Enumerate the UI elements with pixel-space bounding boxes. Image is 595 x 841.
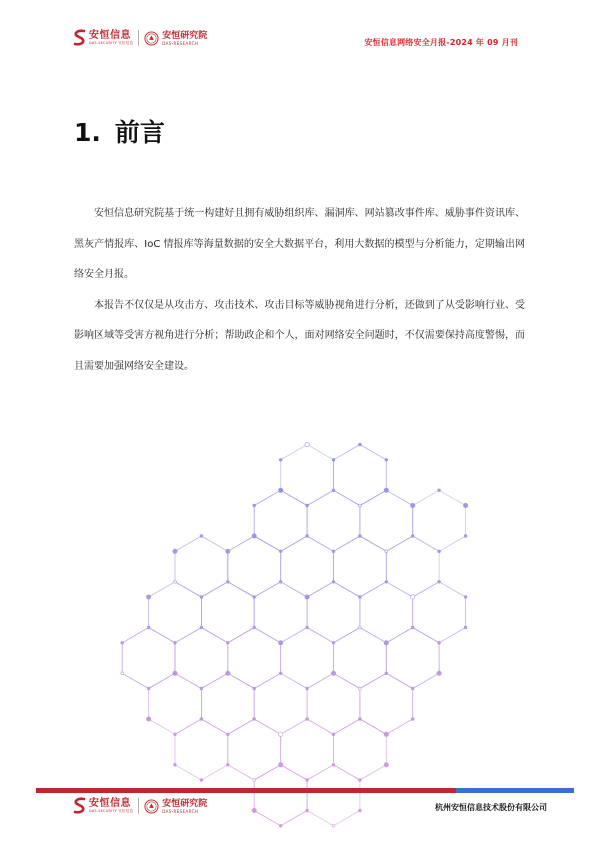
footer-das-research-logo bbox=[144, 799, 207, 814]
hexagon-node bbox=[359, 535, 362, 538]
research-seal-icon bbox=[144, 31, 159, 46]
hexagon-node bbox=[332, 733, 335, 736]
logo-primary-cn: 安恒信息 bbox=[89, 30, 131, 41]
section-heading bbox=[74, 113, 165, 149]
header-logo-group bbox=[73, 27, 207, 49]
footer-logo-primary-en: DAS-SECURITY 安恒信息 bbox=[89, 809, 134, 813]
hexagon-node bbox=[306, 718, 309, 721]
hexagon-node bbox=[332, 458, 335, 461]
hexagon-cell bbox=[386, 536, 439, 597]
hexagon-cell bbox=[413, 490, 466, 551]
hexagon-node bbox=[279, 824, 282, 827]
hexagon-cell bbox=[334, 719, 387, 780]
hexagon-node bbox=[121, 641, 124, 644]
hexagon-cell bbox=[307, 582, 360, 643]
hexagon-node bbox=[331, 671, 335, 675]
hexagon-cell bbox=[254, 582, 307, 643]
hexagon-node bbox=[411, 718, 414, 721]
hexagon-cell bbox=[334, 628, 387, 689]
body-text bbox=[74, 199, 525, 382]
hexagon-cell bbox=[201, 673, 254, 734]
logo-secondary-cn: 安恒研究院 bbox=[162, 30, 208, 41]
hexagon-node bbox=[173, 671, 177, 675]
hexagon-node bbox=[174, 733, 177, 736]
hexagon-node bbox=[359, 779, 362, 782]
hexagon-node bbox=[384, 641, 388, 645]
footer-company-name: 杭州安恒信息技术股份有限公司 bbox=[435, 803, 547, 812]
hexagon-node bbox=[384, 488, 388, 492]
hexagon-node bbox=[332, 641, 335, 644]
hexagon-node bbox=[437, 671, 441, 675]
hexagon-node bbox=[200, 535, 203, 538]
hexagon-node bbox=[411, 595, 415, 599]
hexagon-node bbox=[385, 550, 388, 553]
das-logo-mark-icon bbox=[73, 797, 87, 815]
hexagon-node bbox=[279, 732, 283, 736]
hexagon-node bbox=[463, 503, 467, 507]
hexagon-node bbox=[147, 687, 150, 690]
hexagon-node bbox=[384, 732, 388, 736]
hexagon-cell bbox=[228, 628, 281, 689]
logo-primary-en: DAS-SECURITY 安恒信息 bbox=[89, 41, 134, 45]
hexagon-node bbox=[200, 718, 203, 721]
das-security-logo bbox=[73, 29, 133, 47]
footer-logo-secondary-cn: 安恒研究院 bbox=[162, 798, 208, 809]
hexagon-cell bbox=[334, 445, 387, 506]
hexagon-cell bbox=[413, 582, 466, 643]
hexagon-node bbox=[385, 580, 388, 583]
hexagon-node bbox=[306, 535, 309, 538]
hexagon-node bbox=[438, 641, 441, 644]
hexagon-node bbox=[200, 779, 203, 782]
hexagon-node bbox=[226, 641, 229, 644]
hexagon-node bbox=[411, 535, 414, 538]
das-research-logo bbox=[144, 31, 207, 46]
hexagon-node bbox=[121, 672, 124, 675]
hexagon-node bbox=[411, 503, 415, 507]
hexagon-node bbox=[253, 596, 256, 599]
hexagon-node bbox=[252, 534, 256, 538]
hexagon-node bbox=[332, 580, 335, 583]
hexagon-cell bbox=[175, 628, 228, 689]
footer-logo-divider bbox=[138, 798, 139, 814]
hexagon-cell bbox=[281, 536, 334, 597]
logo-divider bbox=[138, 30, 139, 46]
hexagon-node bbox=[226, 580, 229, 583]
hexagon-node bbox=[306, 504, 309, 507]
report-title: 安恒信息网络安全月报-2024 年 09 月刊 bbox=[364, 38, 518, 47]
das-logo-mark-icon bbox=[73, 29, 87, 47]
research-seal-icon bbox=[144, 799, 159, 814]
hexagon-node bbox=[438, 550, 441, 553]
hexagon-cell bbox=[175, 719, 228, 780]
hexagon-node bbox=[252, 808, 256, 812]
paragraph-2: 本报告不仅仅是从攻击方、攻击技术、攻击目标等威胁视角进行分析，还做到了从受影响行业、受影响区域等受害方视角进行分析；帮助政企和个人，面对网络安全问题时，不仅需要保持高度警惕，而且需要加强网络安全建设。 bbox=[74, 299, 525, 372]
hexagon-cell bbox=[360, 673, 413, 734]
hexagon-node bbox=[173, 549, 177, 553]
hexagon-cell bbox=[281, 719, 334, 780]
hexagon-node bbox=[332, 824, 335, 827]
hexagon-node bbox=[174, 580, 177, 583]
hexagon-cell bbox=[307, 673, 360, 734]
hexagon-node bbox=[384, 763, 388, 767]
footer-logo-primary-cn: 安恒信息 bbox=[89, 798, 131, 809]
hexagon-node bbox=[226, 671, 230, 675]
hexagon-node bbox=[174, 763, 177, 766]
hexagon-node bbox=[464, 626, 467, 629]
hexagon-node bbox=[279, 458, 282, 461]
hexagon-node bbox=[332, 489, 335, 492]
hexagon-node bbox=[253, 779, 256, 782]
hexagon-node bbox=[359, 596, 362, 599]
hexagon-node bbox=[411, 687, 414, 690]
hexagon-node bbox=[411, 626, 414, 629]
hexagon-cell bbox=[254, 765, 307, 826]
hexagon-node bbox=[306, 809, 309, 812]
hexagon-cell bbox=[254, 490, 307, 551]
hexagon-cell bbox=[254, 673, 307, 734]
footer-color-bar bbox=[36, 788, 574, 793]
hexagon-cell bbox=[334, 536, 387, 597]
hexagon-node bbox=[253, 626, 256, 629]
hexagon-node bbox=[226, 549, 230, 553]
footer-logo-secondary-en: DAS-RESEARCH bbox=[162, 808, 199, 814]
hexagon-cell bbox=[307, 765, 360, 826]
hexagon-cell bbox=[386, 628, 439, 689]
hexagon-node bbox=[332, 550, 335, 553]
footer-bar-blue bbox=[456, 788, 574, 793]
hexagon-cell bbox=[122, 628, 175, 689]
hexagon-node bbox=[464, 596, 467, 599]
hexagon-node bbox=[147, 626, 150, 629]
hexagon-cell bbox=[281, 445, 334, 506]
hexagon-node bbox=[200, 626, 203, 629]
hexagon-node bbox=[226, 763, 229, 766]
section-number: 1. bbox=[74, 118, 101, 147]
hexagon-cell bbox=[228, 719, 281, 780]
hexagon-node bbox=[359, 718, 362, 721]
hexagon-node bbox=[359, 626, 362, 629]
hexagon-node bbox=[306, 687, 309, 690]
hexagon-cell bbox=[201, 582, 254, 643]
hexagon-node bbox=[305, 595, 309, 599]
hexagon-node bbox=[359, 443, 362, 446]
hexagon-node bbox=[306, 779, 309, 782]
hexagon-node bbox=[253, 718, 256, 721]
hexagon-node bbox=[306, 626, 309, 629]
footer-bar-red bbox=[36, 788, 456, 793]
logo-secondary-en: DAS-RESEARCH bbox=[162, 40, 199, 46]
hexagon-node bbox=[279, 641, 283, 645]
hexagon-node bbox=[438, 489, 441, 492]
paragraph-1: 安恒信息研究院基于统一构建好且拥有威胁组织库、漏洞库、网站篡改事件库、威胁事件资讯库、黑灰产情报库、IoC 情报库等海量数据的安全大数据平台，利用大数据的模型与分析能力，定期输出网络安全月报。 bbox=[74, 208, 525, 280]
hexagon-node bbox=[305, 442, 309, 446]
hexagon-node bbox=[279, 550, 282, 553]
hexagon-node bbox=[359, 504, 362, 507]
hexagon-node bbox=[359, 687, 362, 690]
hexagon-node bbox=[385, 672, 388, 675]
hexagon-cell bbox=[228, 536, 281, 597]
hexagon-node bbox=[332, 763, 335, 766]
hexagon-node bbox=[279, 580, 282, 583]
hexagon-cell bbox=[175, 536, 228, 597]
hexagon-cell bbox=[360, 582, 413, 643]
hexagon-cell bbox=[281, 628, 334, 689]
hexagon-cell bbox=[360, 490, 413, 551]
hexagon-cell bbox=[149, 673, 202, 734]
hexagon-node bbox=[464, 535, 467, 538]
footer-das-security-logo bbox=[73, 797, 133, 815]
hexagon-node bbox=[146, 717, 150, 721]
section-title: 前言 bbox=[114, 118, 165, 147]
hexagon-node bbox=[253, 687, 256, 690]
footer-logo-group bbox=[73, 796, 207, 816]
hexagon-node bbox=[146, 595, 150, 599]
hexagon-node bbox=[226, 733, 229, 736]
hexagon-node bbox=[438, 580, 441, 583]
hexagon-node bbox=[253, 504, 256, 507]
hexagon-node bbox=[174, 641, 177, 644]
hexagon-node bbox=[279, 672, 282, 675]
hexagon-cell bbox=[307, 490, 360, 551]
hexagon-node bbox=[385, 458, 388, 461]
hexagon-node bbox=[279, 763, 283, 767]
hexagon-node bbox=[359, 809, 362, 812]
hexagon-node bbox=[200, 596, 203, 599]
page-header bbox=[0, 0, 595, 60]
hexagon-cell bbox=[149, 582, 202, 643]
hexagon-node bbox=[279, 488, 283, 492]
hexagon-node bbox=[200, 687, 203, 690]
